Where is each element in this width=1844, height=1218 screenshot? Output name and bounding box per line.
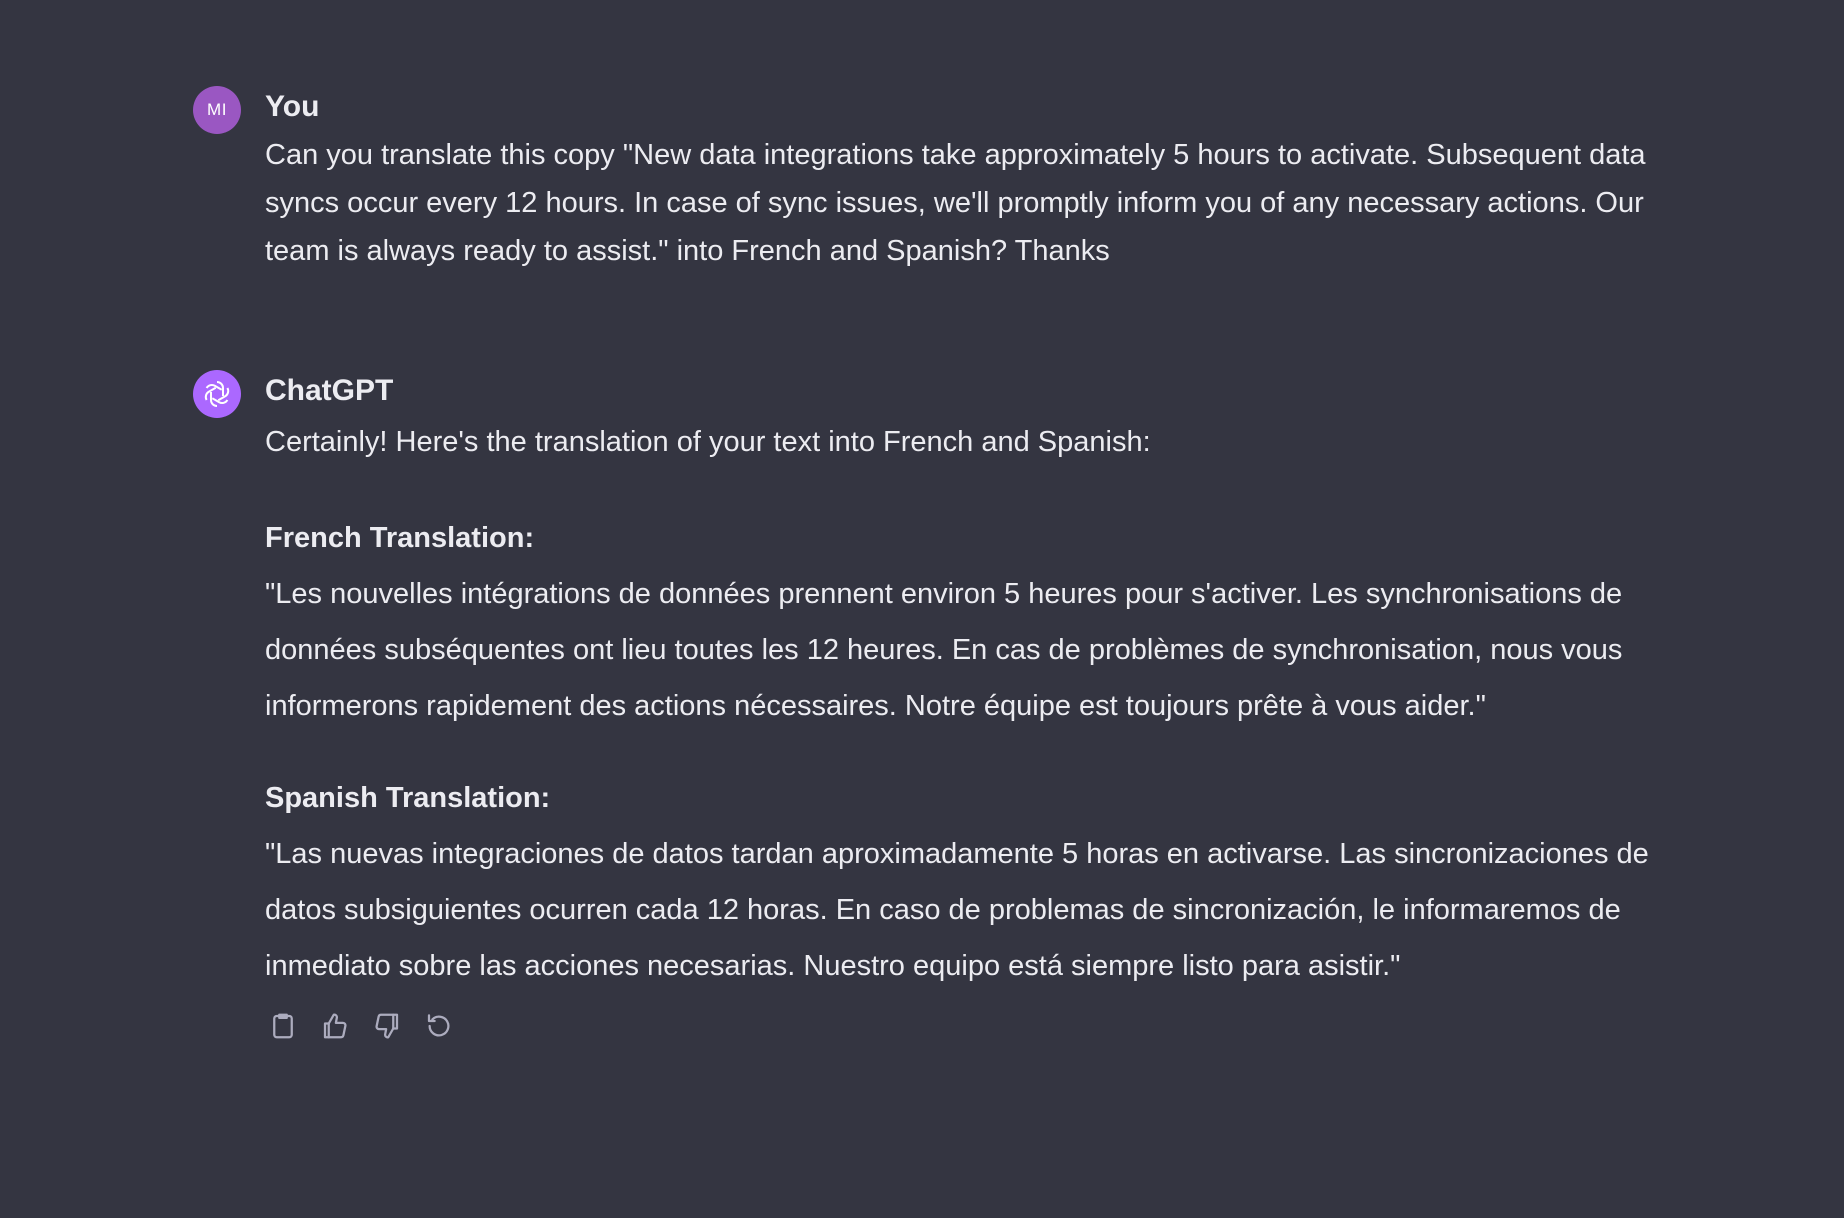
french-translation-text: "Les nouvelles intégrations de données prennent environ 5 heures pour s'activer. Les synchronisations de données subséquentes ont lieu toutes les 12 heures. En cas de problèmes de synchronisation, nous vous informerons rapidement des actions nécessaires. Notre équipe est toujours prête à vous aider." bbox=[265, 578, 1623, 722]
regenerate-button[interactable] bbox=[423, 1010, 455, 1042]
assistant-message-content bbox=[265, 370, 1655, 1042]
user-author-name: You bbox=[265, 90, 320, 123]
regenerate-icon bbox=[424, 1011, 454, 1041]
message-actions-bar bbox=[267, 1010, 1655, 1042]
thumbs-down-button[interactable] bbox=[371, 1010, 403, 1042]
user-avatar bbox=[193, 86, 241, 134]
user-message-content bbox=[265, 86, 1655, 275]
assistant-author-name: ChatGPT bbox=[265, 374, 394, 407]
spanish-translation-heading: Spanish Translation: bbox=[265, 782, 551, 814]
openai-logo-icon bbox=[200, 377, 234, 411]
user-message-text: Can you translate this copy "New data integrations take approximately 5 hours to activate. Subsequent data syncs occur every 12 hours. In case of sync issues, we'll promptly inform you of any necessary actions. Our team is always ready to assist." into French and Spanish? Thanks bbox=[265, 139, 1646, 267]
copy-button[interactable] bbox=[267, 1010, 299, 1042]
user-avatar-initials: MI bbox=[207, 100, 227, 119]
assistant-avatar bbox=[193, 370, 241, 418]
thumbs-down-icon bbox=[372, 1011, 402, 1041]
thumbs-up-icon bbox=[320, 1011, 350, 1041]
spanish-translation-text: "Las nuevas integraciones de datos tardan aproximadamente 5 horas en activarse. Las sincronizaciones de datos subsiguientes ocurren cada 12 horas. En caso de problemas de sincronización, le informaremos de inmediato sobre las acciones necesarias. Nuestro equipo está siempre listo para asistir." bbox=[265, 838, 1649, 982]
assistant-intro-text: Certainly! Here's the translation of your text into French and Spanish: bbox=[265, 426, 1151, 458]
clipboard-icon bbox=[268, 1011, 298, 1041]
thumbs-up-button[interactable] bbox=[319, 1010, 351, 1042]
french-translation-heading: French Translation: bbox=[265, 522, 535, 554]
